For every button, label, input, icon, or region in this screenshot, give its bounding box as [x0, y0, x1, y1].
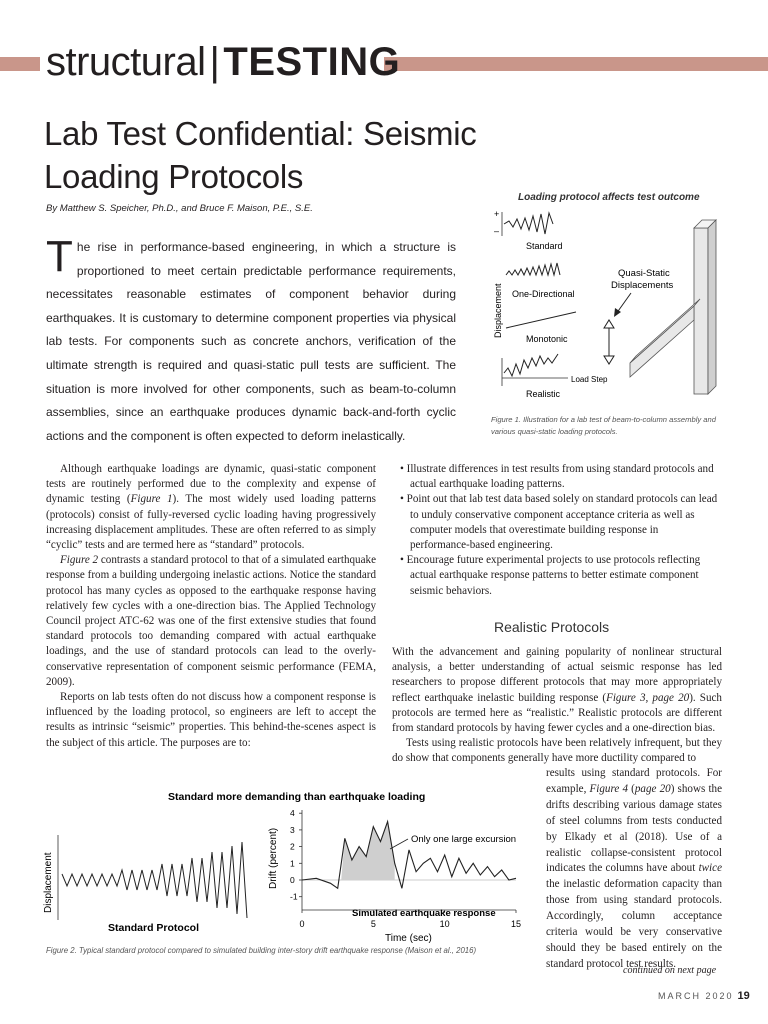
figure-1-minus: – [494, 226, 500, 236]
right-column [392, 645, 722, 767]
figure-1-load-step: Load Step [571, 375, 608, 384]
figure-2-ytick-label: 1 [290, 858, 295, 869]
page-footer [658, 990, 750, 1002]
right-p2-emphasis: twice [698, 862, 722, 875]
figure-1-label-one-directional: One-Directional [512, 289, 575, 299]
figure-1-monotonic-curve [506, 312, 576, 328]
figure-2-ytick-label: 3 [290, 824, 295, 835]
section-title-divider: | [209, 40, 220, 84]
article-title [44, 112, 564, 198]
figure-2-annotation: Only one large excursion [411, 834, 517, 845]
left-p2-text: contrasts a standard protocol to that of a simulated earthquake response from a building undergoing inelastic actions. Notice the standard protocol has many cycles as opposed to the earthquake response having relatively few cycles with a one-direction bias. The Applied Technology Council project ATC-62 was one of the first extensive studies that found standard protocols too demanding compared with actual earthquake loadings, and the use of standard protocols can lead to the overly-conservative representation of component seismic performance (FEMA, 2009). [46, 554, 376, 688]
figure-2-right-label: Simulated earthquake response [352, 908, 496, 919]
left-p2-figure-ref: Figure 2 [60, 554, 99, 567]
byline: By Matthew S. Speicher, Ph.D., and Bruce F. Maison, P.E., S.E. [46, 203, 313, 214]
figure-1-beam-top [630, 299, 700, 363]
figure-2-ytick-label: 0 [290, 875, 295, 885]
figure-2 [40, 785, 530, 945]
figure-1-column [694, 228, 708, 394]
figure-1-realistic-curve [504, 354, 558, 376]
right-p1-text-end: ). Such protocols are termed here as “realistic.” Realistic protocols are different from standard protocols by having fewer cycles and a one-direction bias. [392, 691, 722, 735]
header-rule-left [0, 57, 40, 71]
purpose-item: • Encourage future experimental projects to use protocols reflecting actual earthquake response patterns to better estimate component seismic behaviors. [400, 554, 701, 597]
right-column-continued [546, 766, 722, 973]
figure-1-plus: + [494, 209, 500, 219]
header-rule-right [384, 57, 768, 71]
right-paragraph-2-continued: results using standard protocols. For example, Figure 4 (page 20) shows the drifts describing various damage states of steel columns from tests conducted by Elkady et al (2018). Use of a realistic collapse-consistent protocol indicates the columns have about twice the inelastic deformation capacity than those from using standard protocols. Accordingly, column acceptance criteria would be very conservative should they be based entirely on the standard protocol test results. [546, 767, 723, 970]
figure-2-ytick-label: 4 [290, 808, 295, 819]
figure-2-caption: Figure 2. Typical standard protocol compared to simulated building inter-story drift earthquake response (Maison et al., 2016) [46, 946, 477, 955]
figure-1-standard-curve [504, 213, 553, 234]
figure-2-left-ylabel: Displacement [43, 852, 54, 913]
figure-2-title: Standard more demanding than earthquake loading [168, 791, 426, 803]
left-column [46, 462, 376, 751]
figure-2-left-label: Standard Protocol [108, 922, 200, 934]
lede-paragraph [46, 232, 456, 448]
continued-note: continued on next page [623, 965, 717, 976]
figure-1-title: Loading protocol affects test outcome [518, 192, 700, 203]
section-title-light: structural [46, 40, 206, 84]
page-number: 19 [737, 990, 750, 1002]
figure-2-xtick-label: 15 [511, 919, 522, 929]
left-paragraph-3: Reports on lab tests often do not discuss how a component response is influenced by the loading protocol, so engineers are left to accept the results as intrinsic “seismic” properties. This behind-the-scenes aspect is the subject of this article. The purposes are to: [46, 691, 376, 749]
figure-1-label-monotonic: Monotonic [526, 334, 568, 344]
article-title-line1: Lab Test Confidential: Seismic [44, 115, 477, 152]
figure-1-y-label: Displacement [493, 283, 503, 338]
purpose-item: • Illustrate differences in test results from using standard protocols and actual earthquake loading patterns. [400, 463, 714, 491]
left-p1-text-end: ). The most widely used loading patterns (protocols) consist of fully-reversed cyclic loading having progressively increasing displacement amplitudes. These are often referred to as simply “cyclic” tests and are termed here as “standard” protocols. [46, 493, 376, 552]
drop-cap: T [46, 232, 73, 281]
figure-2-standard-protocol-curve [62, 842, 247, 918]
subheading-realistic-protocols: Realistic Protocols [494, 619, 610, 635]
left-p1-figure-ref: Figure 1 [130, 493, 173, 506]
figure-2-xlabel: Time (sec) [385, 933, 432, 944]
figure-1-label-realistic: Realistic [526, 389, 561, 399]
right-p2-text-end: the inelastic deformation capacity than those from using standard protocols. Accordingly, column acceptance criteria would be very conservative should they be based entirely on the standard protocol test results. [546, 878, 722, 970]
figure-1-displacement-arrow-down [604, 356, 614, 364]
figure-1-one-directional-curve [506, 263, 560, 275]
figure-1-beam [630, 306, 694, 377]
article-title-line2: Loading Protocols [44, 158, 304, 195]
section-title-bold: TESTING [223, 40, 401, 84]
figure-2-earthquake-curve [302, 822, 516, 889]
issue-date: MARCH 2020 [658, 991, 734, 1001]
right-paragraph-1 [392, 645, 722, 736]
lede-text: he rise in performance-based engineering, in which a structure is proportioned to meet certain predictable performance requirements, necessitates reasonable estimates of component behavior during earthquakes. It is customary to determine component properties via physical lab tests. For components such as concrete anchors, verification of the ultimate strength is required and quasi-static pull tests are sufficient. The situation is more involved for other components, such as beam-to-column assemblies, since an earthquake produces dynamic back-and-forth cyclic actions and the component is often expected to deform inelastically. [46, 240, 456, 443]
figure-2-ytick-label: -1 [290, 891, 298, 902]
figure-1-quasi-static: Quasi-Static [618, 268, 670, 279]
figure-2-ytick-label: 2 [290, 841, 295, 852]
purpose-item: • Point out that lab test data based solely on standard protocols can lead to unduly conservative component acceptance criteria as well as computer models that overestimate building response in performance-based engineering. [400, 493, 718, 552]
figure-2-xtick-label: 0 [299, 919, 305, 929]
figure-1-displacement-arrow-up [604, 320, 614, 328]
figure-1-caption: Figure 1. Illustration for a lab test of beam-to-column assembly and various quasi-static loading protocols. [491, 415, 716, 436]
right-p2-page-ref: page 20 [634, 782, 671, 795]
left-p1-text: Although earthquake loadings are dynamic, quasi-static component tests are routinely performed due to the complexity and expense of dynamic testing ( [46, 463, 376, 506]
figure-2-annotation-pointer [390, 839, 408, 849]
figure-2-xtick-label: 5 [370, 919, 376, 929]
figure-1-displacements: Displacements [611, 280, 674, 291]
figure-1-label-standard: Standard [526, 241, 563, 251]
figure-1-column-side [708, 220, 716, 394]
left-paragraph-2 [46, 553, 376, 690]
purpose-list [400, 462, 718, 599]
figure-2-xtick-label: 10 [439, 919, 450, 929]
right-p1-figure-ref: Figure 3, page 20 [606, 691, 690, 704]
section-title [46, 40, 400, 84]
right-p2-figure-ref: Figure 4 [589, 782, 629, 795]
right-p2-text: results using standard protocols. For example, [546, 767, 722, 795]
right-p2-text-mid: ) shows the drifts describing various damage states of steel columns from tests conducted by Elkady et al (2018). Use of a realistic collapse-consistent protocol indicates the columns have about [546, 782, 723, 875]
left-paragraph-1 [46, 462, 376, 553]
right-paragraph-2: Tests using realistic protocols have been relatively infrequent, but they do show that components generally have more ductility compared to [392, 737, 722, 765]
figure-1 [488, 188, 728, 410]
figure-2-yticks [290, 808, 302, 902]
right-p1-text: With the advancement and gaining popularity of nonlinear structural analysis, a better understanding of actual seismic response has led researchers to propose different protocols that may more appropriately reflect earthquake inelastic building response ( [392, 646, 722, 704]
figure-2-right-ylabel: Drift (percent) [268, 827, 279, 889]
figure-1-pointer-arrowhead [614, 308, 621, 317]
